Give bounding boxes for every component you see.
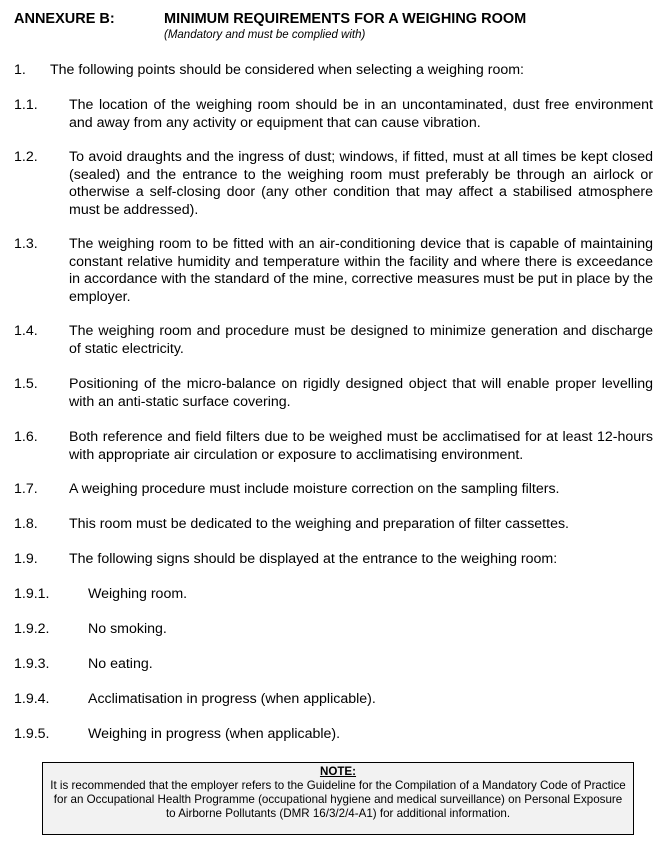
item-text: Positioning of the micro-balance on rigidly designed object that will enable proper levelling with an anti-static surface covering. bbox=[69, 376, 653, 410]
item-text: The weighing room to be fitted with an air-conditioning device that is capable of maintaining constant relative humidity and temperature within the facility and where there is exceedance in accordance with the standard of the mine, corrective measures must be put in place by the employer. bbox=[69, 236, 653, 305]
note-text: It is recommended that the employer refers to the Guideline for the Compilation of a Mandatory Code of Practice for an Occupational Health Programme (occupational hygiene and medical surveillance) on Personal Exposure to Airborne Pollutants (DMR 16/3/2/4-A1) for additional information. bbox=[50, 779, 626, 820]
item-number: 1.5. bbox=[14, 376, 38, 392]
item-text: A weighing procedure must include moisture correction on the sampling filters. bbox=[69, 481, 560, 497]
item-number: 1.9.4. bbox=[14, 691, 50, 707]
item-number: 1.9.5. bbox=[14, 726, 50, 742]
document-title: MINIMUM REQUIREMENTS FOR A WEIGHING ROOM bbox=[164, 11, 527, 27]
item-text: To avoid draughts and the ingress of dust; windows, if fitted, must at all times be kept closed (sealed) and the entrance to the weighing room must preferably be through an airlock or otherwise a self-closing door (any other condition that may affect a stabilised atmosphere must be addressed). bbox=[69, 149, 653, 218]
item-number: 1. bbox=[14, 62, 26, 78]
item-text: Both reference and field filters due to be weighed must be acclimatised for at least 12-hours with appropriate air circulation or exposure to acclimatising environment. bbox=[69, 429, 653, 463]
annexure-label: ANNEXURE B: bbox=[14, 11, 115, 27]
item-text: The following signs should be displayed at the entrance to the weighing room: bbox=[69, 551, 558, 567]
item-text: Weighing in progress (when applicable). bbox=[88, 726, 341, 742]
item-number: 1.9.1. bbox=[14, 586, 50, 602]
item-number: 1.9. bbox=[14, 551, 38, 567]
note-title: NOTE: bbox=[319, 765, 357, 778]
item-number: 1.6. bbox=[14, 429, 38, 445]
item-text: Weighing room. bbox=[88, 586, 188, 602]
document-subtitle: (Mandatory and must be complied with) bbox=[164, 29, 366, 41]
item-text: This room must be dedicated to the weighing and preparation of filter cassettes. bbox=[69, 516, 569, 532]
item-number: 1.8. bbox=[14, 516, 38, 532]
item-text: The weighing room and procedure must be designed to minimize generation and discharge of static electricity. bbox=[69, 323, 653, 357]
item-number: 1.4. bbox=[14, 323, 38, 339]
item-text: The following points should be considered when selecting a weighing room: bbox=[50, 62, 524, 78]
item-text: Acclimatisation in progress (when applicable). bbox=[88, 691, 376, 707]
item-number: 1.9.2. bbox=[14, 621, 50, 637]
item-text: The location of the weighing room should be in an uncontaminated, dust free environment and away from any activity or equipment that can cause vibration. bbox=[69, 97, 653, 131]
item-number: 1.2. bbox=[14, 149, 38, 165]
item-number: 1.7. bbox=[14, 481, 38, 497]
item-number: 1.9.3. bbox=[14, 656, 50, 672]
item-text: No eating. bbox=[88, 656, 153, 672]
item-text: No smoking. bbox=[88, 621, 167, 637]
note-box bbox=[42, 762, 634, 835]
item-number: 1.1. bbox=[14, 97, 38, 113]
item-number: 1.3. bbox=[14, 236, 38, 252]
